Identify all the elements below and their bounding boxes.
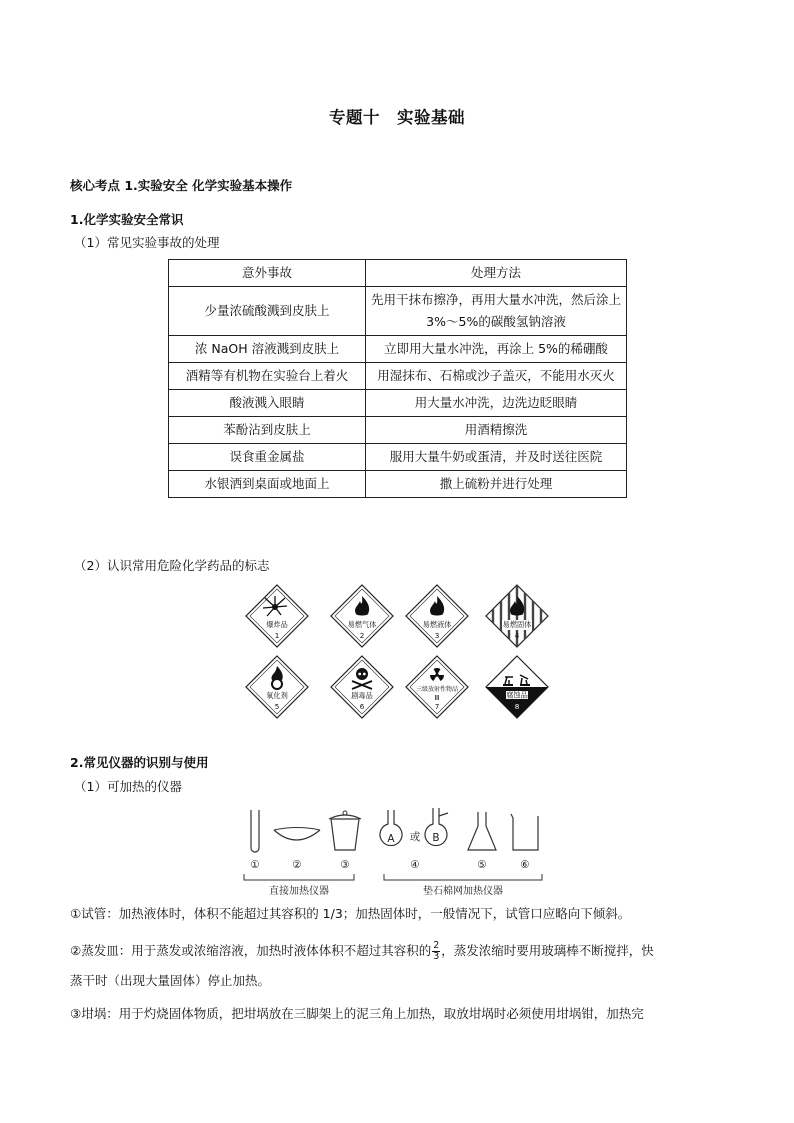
- sign-label: 剧毒品: [351, 691, 373, 700]
- sign-label: 氧化剂: [266, 691, 288, 700]
- table-cell: 用大量水冲洗，边洗边眨眼睛: [366, 390, 627, 417]
- group-bracket: [384, 874, 542, 880]
- evaporating-dish-icon: [274, 828, 320, 841]
- table-cell: 先用干抹布擦净，再用大量水冲洗，然后涂上 3%～5%的碳酸氢钠溶液: [366, 287, 627, 336]
- paragraph-text: ，蒸发浓缩时要用玻璃棒不断搅拌，快: [441, 943, 654, 958]
- instrument-number: ①: [250, 859, 260, 871]
- page-title: 专题十 实验基础: [329, 108, 465, 127]
- group-asbestos-net-label: 垫石棉网加热仪器: [423, 886, 503, 897]
- sign-number: 5: [274, 702, 280, 711]
- sign-number: 2: [359, 631, 365, 640]
- table-header-row: [169, 260, 627, 287]
- instrument-number: ②: [292, 859, 302, 871]
- fraction: [432, 941, 440, 962]
- table-cell: 误食重金属盐: [169, 444, 366, 471]
- table-cell: 酒精等有机物在实验台上着火: [169, 363, 366, 390]
- sign-number: Ⅲ: [434, 693, 440, 702]
- section2-heading: 2.常见仪器的识别与使用: [70, 755, 209, 770]
- sign-number: 1: [274, 631, 280, 640]
- sign-label: 腐蚀品: [506, 690, 528, 700]
- table-row: [169, 336, 627, 363]
- accident-table: [168, 259, 627, 498]
- paragraph-evaporating-dish-cont: 蒸干时（出现大量固体）停止加热。: [70, 973, 271, 988]
- flammable-gas-sign: [331, 585, 393, 647]
- sign-number: 4: [514, 631, 520, 640]
- instrument-number: ④: [410, 859, 420, 871]
- corrosive-sign: [486, 656, 548, 718]
- table-cell: 撒上硫粉并进行处理: [366, 471, 627, 498]
- instrument-number: ⑤: [477, 859, 487, 871]
- conical-flask-icon: [468, 812, 496, 850]
- table-header-method: 处理方法: [366, 260, 627, 287]
- table-cell: 用湿抹布、石棉或沙子盖灭，不能用水灭火: [366, 363, 627, 390]
- instrument-number: ③: [340, 859, 350, 871]
- fraction-numerator: 2: [433, 940, 440, 951]
- sign-label: 易燃液体: [422, 620, 452, 629]
- table-cell: 酸液溅入眼睛: [169, 390, 366, 417]
- sign-label: 易燃气体: [347, 620, 377, 629]
- section1-sub2: （2）认识常用危险化学药品的标志: [74, 558, 270, 573]
- flask-a-label: A: [387, 833, 395, 845]
- table-cell: 立即用大量水冲洗，再涂上 5%的稀硼酸: [366, 336, 627, 363]
- table-cell: 苯酚沾到皮肤上: [169, 417, 366, 444]
- table-cell: 服用大量牛奶或蛋清，并及时送往医院: [366, 444, 627, 471]
- fraction-denominator: 3: [433, 951, 440, 962]
- table-cell: 用酒精擦洗: [366, 417, 627, 444]
- sign-number: 6: [359, 702, 365, 711]
- table-row: [169, 390, 627, 417]
- test-tube-icon: [251, 810, 259, 852]
- flammable-liquid-sign: [406, 585, 468, 647]
- hazard-signs-figure: [240, 584, 560, 719]
- paragraph-crucible: ③坩埚：用于灼烧固体物质，把坩埚放在三脚架上的泥三角上加热，取放坩埚时必须使用坩埚钳，加热完: [70, 1006, 644, 1021]
- section1-heading: 1.化学实验安全常识: [70, 212, 184, 227]
- table-row: [169, 471, 627, 498]
- table-header-accident: 意外事故: [169, 260, 366, 287]
- table-row: [169, 287, 627, 336]
- group-direct-heat-label: 直接加热仪器: [269, 886, 329, 897]
- sign-number: 7: [434, 702, 440, 711]
- sign-label: 三级放射性物品: [415, 686, 459, 693]
- table-cell: 浓 NaOH 溶液溅到皮肤上: [169, 336, 366, 363]
- or-label: 或: [409, 831, 421, 843]
- sign-number: 8: [514, 702, 520, 711]
- table-cell: 水银洒到桌面或地面上: [169, 471, 366, 498]
- round-bottom-flask-b-icon: [425, 808, 448, 846]
- group-bracket: [244, 874, 354, 880]
- core-heading: 核心考点 1.实验安全 化学实验基本操作: [70, 178, 293, 193]
- table-cell: 少量浓硫酸溅到皮肤上: [169, 287, 366, 336]
- oxidizer-sign: [246, 656, 308, 718]
- paragraph-test-tube: ①试管：加热液体时，体积不能超过其容积的 1/3；加热固体时，一般情况下，试管口应略向下倾斜。: [70, 906, 631, 921]
- explosive-sign: [246, 585, 308, 647]
- table-row: [169, 363, 627, 390]
- toxic-sign: [331, 656, 393, 718]
- section2-sub1: （1）可加热的仪器: [74, 779, 182, 794]
- instrument-number: ⑥: [520, 859, 530, 871]
- crucible-icon: [329, 811, 361, 850]
- paragraph-text: ②蒸发皿：用于蒸发或浓缩溶液，加热时液体体积不超过其容积的: [70, 943, 432, 958]
- round-bottom-flask-a-icon: [380, 810, 402, 846]
- table-row: [169, 417, 627, 444]
- flask-b-label: B: [432, 832, 440, 844]
- flammable-solid-sign: [486, 585, 548, 647]
- radioactive-sign: [406, 656, 468, 718]
- section1-sub1: （1）常见实验事故的处理: [74, 235, 220, 250]
- table-row: [169, 444, 627, 471]
- paragraph-evaporating-dish: [70, 936, 738, 966]
- sign-number: 3: [434, 631, 440, 640]
- sign-label: 爆炸品: [266, 620, 288, 629]
- beaker-icon: [511, 814, 538, 850]
- sign-label: 易燃固体: [502, 620, 532, 629]
- heatable-instruments-figure: [240, 806, 560, 900]
